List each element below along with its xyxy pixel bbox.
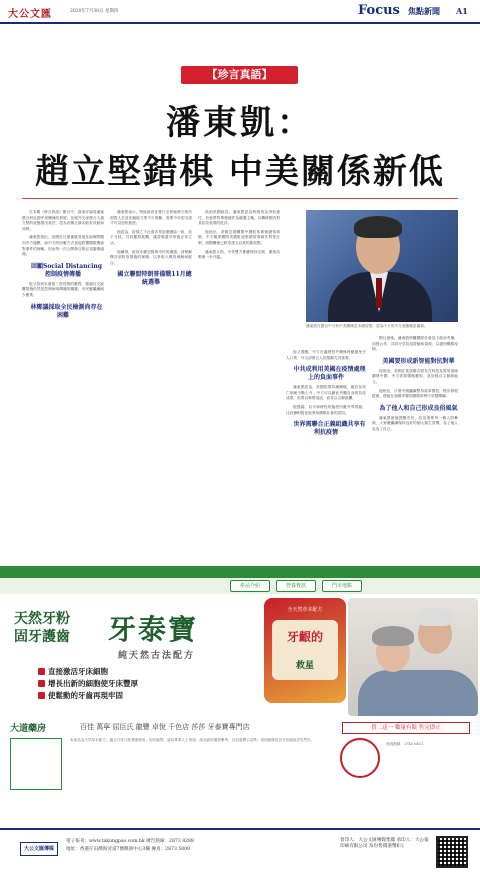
- ad-slogan: 天然牙粉: [14, 611, 70, 627]
- masthead: 大公文匯: [8, 9, 52, 20]
- subheading: 美國要形成新智能對抗對華: [382, 357, 455, 365]
- headline-line-2: 趙立堅錯棋 中美關係新低: [35, 152, 445, 192]
- column-kicker: 【珍言真語】: [181, 66, 298, 84]
- ad-stores-list: 百佳 萬寧 屈臣氏 龍豐 卓悅 千色店 莎莎 牙泰寶專門店: [80, 723, 250, 731]
- subheading: 回顧Social Distancing 控制疫情傳播: [31, 262, 102, 278]
- paragraph: 潘東凱指出，美國近月連番就香港及南海問題向中方施壓，而中方的回應方式直接影響國際輿論對事件的理解，因此每一次公開發言都必須審慎處理。: [22, 235, 104, 257]
- ad-bullet: 增長出新的細胞使牙床豐厚: [38, 678, 138, 689]
- quality-seal: [340, 738, 380, 778]
- headline-divider: [22, 198, 458, 199]
- headline-line-1: 潘東凱：: [166, 103, 314, 143]
- subheading: 林鄭議採取全民檢測尚存在困難: [30, 303, 103, 319]
- ad-top-bar: [0, 566, 480, 578]
- issue-date: 2020年7月30日 星期四: [70, 9, 119, 14]
- subheading: 世界需聯合正義組織共享有利抗疫情: [293, 421, 366, 437]
- article-column-2: [110, 210, 192, 560]
- page-number: A1: [456, 6, 468, 16]
- paragraph: 他認為，疫情之下社會各界更應團結一致，放下分歧，共同應對挑戰，讓香港盡早恢復正常生活。: [110, 229, 192, 245]
- paragraph: 他又談到本港第三波疫情的應對，強調社交距離措施仍然是控制病毒傳播的關鍵，市民應繼續減少聚集。: [22, 281, 104, 297]
- ad-slogan: 固牙護齒: [14, 629, 70, 645]
- ad-bullet: 直接激活牙床細胞: [38, 666, 108, 677]
- publisher-logo: 大公文匯傳媒: [20, 842, 58, 856]
- ad-photo-couple: [348, 598, 478, 716]
- paragraph: 他相信，只要中國繼續堅持改革開放，穩步發展經濟，便能在複雜多變的國際形勢中站穩陣腳。: [372, 388, 458, 399]
- paragraph: 在本期《珍言真語》節目中，資深評論員潘東凱分析近期中美關係的發展，並就外交部發言人趙立堅的表態提出看法，認為有關言論未能有效緩和局勢。: [22, 210, 104, 231]
- paragraph: 節目最後，潘東凱呼籲國際社會放下政治考慮，加強合作，共同分享抗疫經驗和資源，以盡快戰勝疫情。: [372, 336, 458, 352]
- ad-nav-button[interactable]: 門市地點: [322, 580, 362, 592]
- paragraph: 潘東凱又指，中美雙方都應保持克制，避免局勢進一步升溫。: [198, 249, 280, 260]
- paragraph: 潘東凱最後提醒市民，抗疫需要每一個人的參與，大家應繼續保持良好的個人衞生習慣，為了他人也為了自己。: [372, 415, 458, 431]
- paragraph: 潘東凱認為，美國疫情持續嚴峻，確診及死亡個案不斷上升，中方可以藉此突顯自身的抗疫成果，但要以事實說話，而非以言辭挑釁。: [286, 385, 366, 401]
- ad-promo: 買二送一 數量有限 售完即止: [342, 722, 470, 734]
- paragraph: 他指出，美國正嘗試聯合盟友在科技及貿易領域圍堵中國，中方需要積極應對，並加強自主創新能力。: [372, 368, 458, 384]
- paragraph: 談到美國政局，潘東凱認為特朗普為爭取連任，有意將對華強硬作為競選主軸，以轉移國內對其抗疫表現的批評。: [198, 210, 280, 226]
- article-column-5: [372, 336, 458, 556]
- ad-tagline: 純天然古法配方: [118, 651, 196, 661]
- footer-line: 地址：香港仔田灣海旁道7號興偉中心3樓 傳真：2873 5000: [66, 847, 191, 852]
- product-box: 全天然草本配方 牙齦的 救星: [264, 598, 346, 703]
- paragraph: 他強調，以平和理性的態度回應外界質疑，比針鋒相對更能爭取國際社會的認同。: [286, 404, 366, 415]
- subheading: 國立聯盟特朗普備戰11月總統選舉: [117, 271, 192, 287]
- article-column-3: [198, 210, 280, 560]
- ad-stores-label: 大道藥房: [10, 724, 47, 734]
- qr-code[interactable]: [436, 836, 468, 868]
- portrait-photo: [306, 210, 458, 322]
- paragraph: 他續指，政府亦應加強與市民的溝通，清楚解釋各項防疫措施的理據，以爭取大眾的理解和配合。: [110, 249, 192, 265]
- brand-logo: [10, 738, 62, 790]
- article-column-1: [22, 210, 104, 560]
- paragraph: 潘東凱表示，特區政府在推行全民檢測方面仍面對人手及化驗能力等不少困難，需要中央的支援才可以加快進度。: [110, 210, 192, 226]
- ad-nav-button[interactable]: 產品介紹: [230, 580, 270, 592]
- ad-hotline: 查詢熱線：2745 6611: [386, 742, 424, 746]
- subheading: 為了他人和自己形成良俗風氣: [379, 404, 458, 412]
- page-footer: [0, 828, 480, 873]
- footer-line: 電子報刊：www.takungpao.com.hk 廣告熱線：2873 8288: [66, 839, 194, 844]
- focus-label: Focus: [358, 3, 400, 18]
- subheading: 中共成利用美國在疫情處理上的負面事件: [293, 366, 366, 382]
- section-name: 焦點新聞: [408, 6, 440, 16]
- article-column-4: [286, 350, 366, 560]
- ad-brand-name: 牙泰寶: [108, 613, 199, 646]
- paragraph: 他指出，美國近期關閉中國駐休斯頓總領事館，中方隨即關閉美國駐成都總領事館作對等反制，兩國關係已跌至建交以來的新低點。: [198, 229, 280, 245]
- ad-nav-button[interactable]: 營養資訊: [276, 580, 316, 592]
- paragraph: 他又提醒，中方在處理對外關係時應避免予人口實，外交部發言人的措辭尤其重要。: [286, 350, 366, 360]
- footer-imprint: 督印人：大公文匯傳媒集團 承印人：大公報印刷有限公司 每份售價港幣6元: [340, 838, 429, 849]
- page-header: [0, 0, 480, 24]
- ad-fine-print: 本產品為天然草本配方，適合日常口腔護理使用。如有疑問，請向專業人士查詢。產品資料僅供參考，以包裝標示為準。查詢熱線及各分店地址詳見門市。 查詢熱線：2745 6611: [10, 738, 470, 798]
- ad-bullet: 使鬆動的牙齒再現牢固: [38, 690, 123, 701]
- photo-caption: 潘東凱在節目中分析中美關係及本港疫情，認為中方的外交表態應更審慎。: [306, 324, 428, 328]
